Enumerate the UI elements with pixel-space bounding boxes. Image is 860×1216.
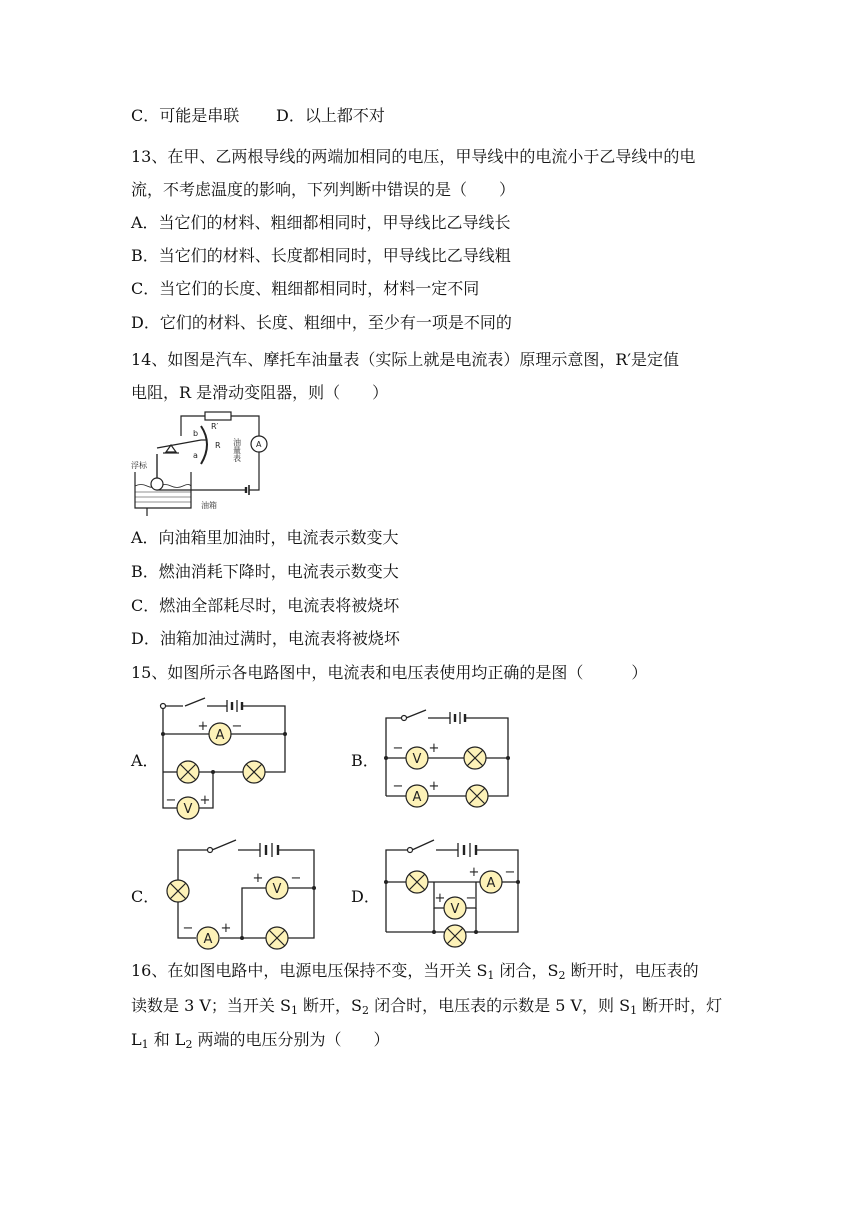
q12-option-d-text: D．以上都不对	[276, 106, 385, 125]
q16-l2-sub-1: 1	[290, 1004, 298, 1017]
plus-sign: +	[197, 719, 209, 734]
plus-sign: +	[220, 921, 232, 936]
q15-label-a: A．	[131, 751, 159, 770]
plus-sign: +	[199, 793, 211, 808]
fixed-resistor-r-prime	[205, 412, 231, 420]
switch-icon	[412, 840, 434, 850]
meter-v-label: V	[183, 802, 193, 817]
fig-label-meter: A	[256, 440, 262, 449]
q13-stem-line2: 流，不考虑温度的影响，下列判断中错误的是（ ）	[131, 180, 516, 199]
q15-label-b: B．	[351, 751, 379, 770]
q14-stem-line1: 14、如图是汽车、摩托车油量表（实际上就是电流表）原理示意图，R′是定值	[131, 350, 680, 369]
q14-option-b: B．燃油消耗下降时，电流表示数变大	[131, 562, 399, 581]
q15-stem: 15、如图所示各电路图中，电流表和电压表使用均正确的是图（ ）	[131, 663, 648, 682]
q16-l3-text-3: 两端的电压分别为（ ）	[192, 1030, 390, 1049]
minus-sign: −	[392, 741, 404, 756]
q13-option-c: C．当它们的长度、粗细都相同时，材料一定不同	[131, 279, 480, 298]
q16-l2-text-3: 闭合时，电压表的示数是 5 V，则 S	[369, 996, 631, 1015]
meter-v-label: V	[412, 752, 422, 767]
q12-option-c-text: C．可能是串联	[131, 106, 240, 125]
rheostat-r	[201, 426, 207, 464]
circuit-a	[155, 692, 295, 822]
q16-l2-sub-2: 2	[362, 1004, 370, 1017]
q16-l2-text-2: 断开，S	[297, 996, 363, 1015]
minus-sign: −	[392, 779, 404, 794]
q16-l2-sub-3: 1	[630, 1004, 638, 1017]
q13-stem-line1: 13、在甲、乙两根导线的两端加相同的电压，甲导线中的电流小于乙导线中的电	[131, 147, 696, 166]
fig-label-float: 浮标	[131, 461, 147, 470]
q14-option-d: D．油箱加油过满时，电流表将被烧坏	[131, 629, 400, 648]
q16-l1-sub-2: 2	[558, 969, 566, 982]
plus-sign: +	[434, 891, 446, 906]
fig-label-gauge: 油量表	[232, 438, 242, 462]
meter-a-label: A	[215, 728, 225, 743]
switch-icon	[212, 840, 236, 850]
q16-line2	[131, 996, 722, 1021]
minus-sign: −	[504, 865, 516, 880]
q15-label-d: D．	[351, 887, 380, 906]
minus-sign: −	[231, 719, 243, 734]
q14-option-a: A．向油箱里加油时，电流表示数变大	[131, 528, 399, 547]
circuit-b	[378, 700, 518, 810]
circuit-d	[378, 832, 528, 952]
plus-sign: +	[428, 779, 440, 794]
q16-line3	[131, 1030, 390, 1055]
fig-label-r: R	[215, 441, 221, 450]
minus-sign: −	[465, 891, 477, 906]
meter-v-label: V	[450, 902, 460, 917]
circuit-c	[160, 832, 330, 952]
q12-option-d	[276, 106, 385, 126]
fig-label-r-prime: R′	[211, 422, 219, 431]
q12-option-c	[131, 106, 239, 126]
oil-gauge-figure	[131, 408, 281, 518]
meter-v-label: V	[272, 882, 282, 897]
q14-stem-line2: 电阻，R 是滑动变阻器，则（ ）	[131, 383, 389, 402]
q13-option-a: A．当它们的材料、粗细都相同时，甲导线比乙导线长	[131, 213, 511, 232]
meter-a-label: A	[412, 790, 422, 805]
q16-l3-text-2: 和 L	[148, 1030, 186, 1049]
q16-l1-sub-1: 1	[487, 969, 495, 982]
plus-sign: +	[252, 871, 264, 886]
switch-icon	[406, 710, 426, 718]
q16-l3-text-1: L	[131, 1030, 142, 1049]
minus-sign: −	[290, 871, 302, 886]
plus-sign: +	[428, 741, 440, 756]
q16-l3-sub-2: 2	[185, 1038, 193, 1051]
q14-option-c: C．燃油全部耗尽时，电流表将被烧坏	[131, 596, 400, 615]
q15-label-c: C．	[131, 887, 160, 906]
fig-label-a: a	[193, 451, 198, 460]
minus-sign: −	[182, 921, 194, 936]
meter-a-label: A	[203, 932, 213, 947]
meter-a-label: A	[486, 876, 496, 891]
q16-l2-text-4: 断开时，灯	[637, 996, 723, 1015]
float-icon	[151, 478, 163, 490]
q16-l1-text-1: 16、在如图电路中，电源电压保持不变，当开关 S	[131, 961, 488, 980]
q16-l1-text-2: 闭合，S	[494, 961, 559, 980]
q16-l3-sub-1: 1	[141, 1038, 149, 1051]
fig-label-b: b	[193, 429, 199, 438]
q16-l2-text-1: 读数是 3 V；当开关 S	[131, 996, 291, 1015]
q16-l1-text-3: 断开时，电压表的	[565, 961, 699, 980]
q13-option-b: B．当它们的材料、长度都相同时，甲导线比乙导线粗	[131, 246, 511, 265]
fig-label-tank: 油箱	[201, 501, 217, 510]
plus-sign: +	[468, 865, 480, 880]
q13-option-d: D．它们的材料、长度、粗细中，至少有一项是不同的	[131, 313, 512, 332]
switch-icon	[185, 698, 205, 706]
q16-line1	[131, 961, 699, 986]
minus-sign: −	[165, 793, 177, 808]
